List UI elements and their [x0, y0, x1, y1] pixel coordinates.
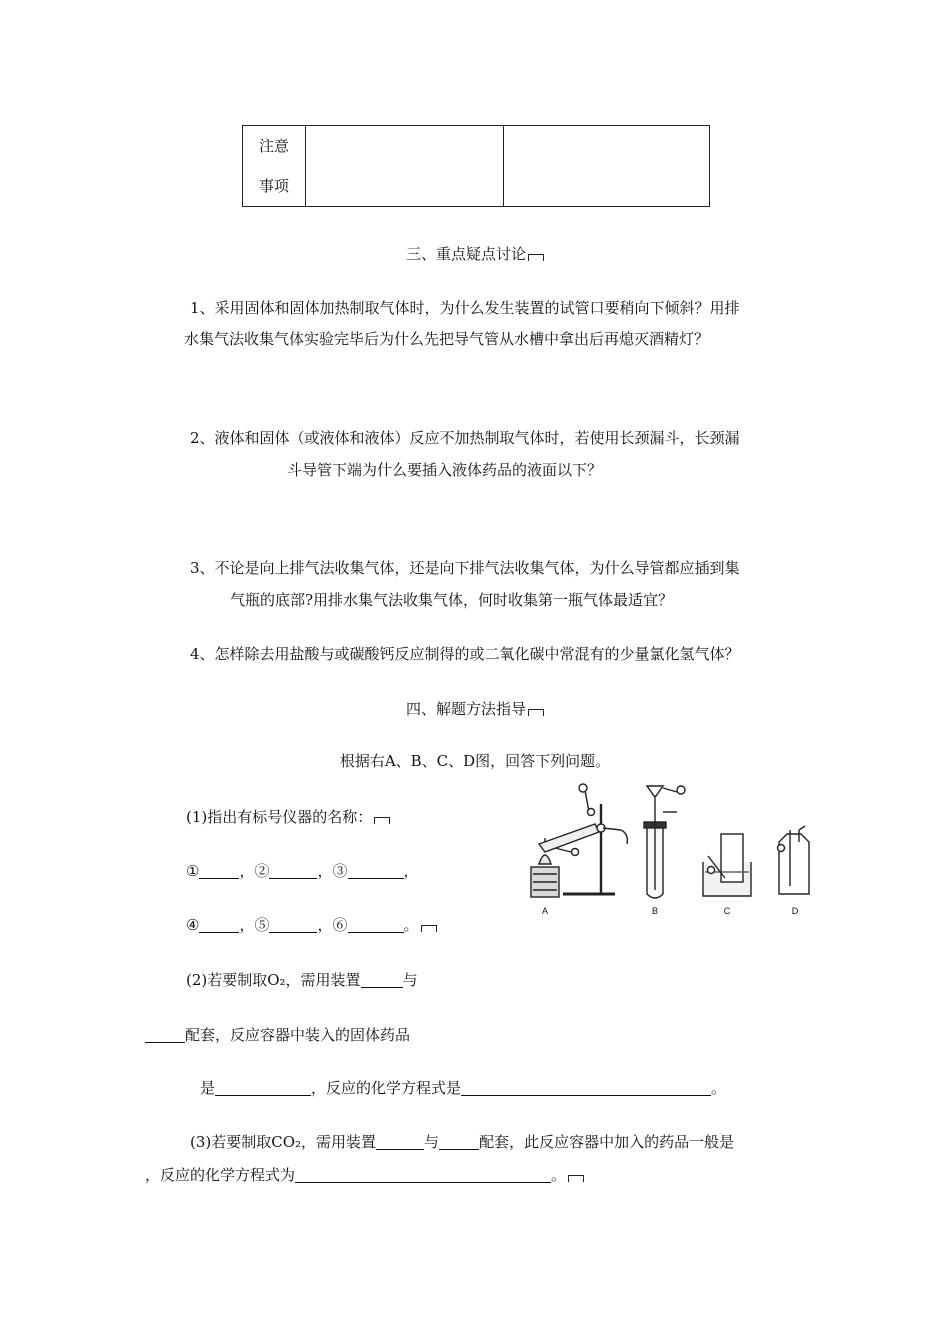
edit-mark-icon [421, 925, 437, 932]
blank-o2-device2[interactable] [145, 1027, 185, 1043]
section4-intro: 根据右A、B、C、D图，回答下列问题。 [339, 752, 611, 770]
blank-co2-device2[interactable] [439, 1134, 479, 1150]
apparatus-b [644, 786, 685, 898]
label-d: D [791, 906, 799, 916]
blank-o2-reagent[interactable] [215, 1080, 311, 1096]
p1-text: (1)指出有标号仪器的名称： [186, 808, 373, 826]
blank-o2-equation[interactable] [461, 1080, 711, 1096]
edit-mark-icon [374, 817, 390, 824]
p1 [186, 806, 390, 827]
section3-heading-text: 三、重点疑点讨论 [405, 245, 526, 263]
blank-o2-device1[interactable] [361, 972, 403, 988]
num-3: ③ [332, 862, 348, 880]
section4-heading-text: 四、解题方法指导 [405, 700, 526, 718]
section3-heading [0, 243, 950, 264]
apparatus-c [703, 834, 751, 896]
notes-label-cell [243, 126, 306, 207]
blanks-row1: ① ，② ，③ ， [186, 862, 419, 880]
blank-4[interactable] [199, 917, 239, 933]
num-2: ② [254, 862, 270, 880]
num-1: ① [186, 862, 200, 880]
blank-co2-device1[interactable] [376, 1134, 424, 1150]
apparatus-figure [525, 782, 817, 920]
label-b: B [651, 906, 659, 916]
q2-line2: 斗导管下端为什么要插入液体药品的液面以下？ [287, 461, 603, 479]
blank-5[interactable] [269, 917, 317, 933]
p3-line1: (3)若要制取CO₂，需用装置 与 配套，此反应容器中加入的药品一般是 [190, 1133, 735, 1151]
blank-6[interactable] [348, 917, 404, 933]
num-4: ④ [186, 916, 200, 934]
blank-co2-equation[interactable] [295, 1167, 551, 1183]
label-c: C [723, 906, 731, 916]
q1-line1: 1、采用固体和固体加热制取气体时，为什么发生装置的试管口要稍向下倾斜？用排 [190, 299, 740, 317]
blank-3[interactable] [348, 863, 404, 879]
p3-line2: ，反应的化学方程式为 。 [145, 1164, 584, 1185]
q1-line2: 水集气法收集气体实验完毕后为什么先把导气管从水槽中拿出后再熄灭酒精灯？ [184, 330, 710, 348]
p2-line3: 是 ，反应的化学方程式是 。 [200, 1079, 727, 1097]
apparatus-a [531, 784, 627, 897]
notes-cell-right [504, 126, 710, 207]
num-6: ⑥ [332, 916, 348, 934]
num-5: ⑤ [254, 916, 270, 934]
notes-cell-middle [306, 126, 504, 207]
edit-mark-icon [528, 254, 544, 261]
q3-line1: 3、不论是向上排气法收集气体，还是向下排气法收集气体，为什么导管都应插到集 [190, 559, 740, 577]
blanks-row2: ④ ，⑤ ，⑥ 。 [186, 914, 437, 935]
section4-heading [0, 698, 950, 719]
apparatus-d [778, 826, 810, 894]
notes-label-line1: 注意 [258, 137, 289, 155]
q3-line2: 气瓶的底部?用排水集气法收集气体，何时收集第一瓶气体最适宜？ [230, 591, 674, 609]
notes-label-line2: 事项 [258, 177, 289, 195]
label-a: A [541, 906, 549, 916]
p2-line1: (2)若要制取O₂，需用装置 与 [186, 971, 418, 989]
edit-mark-icon [528, 709, 544, 716]
notes-table [242, 125, 710, 207]
q2-line1: 2、液体和固体（或液体和液体）反应不加热制取气体时，若使用长颈漏斗，长颈漏 [190, 429, 740, 447]
edit-mark-icon [568, 1175, 584, 1182]
q4: 4、怎样除去用盐酸与或碳酸钙反应制得的或二氧化碳中常混有的少量氯化氢气体？ [190, 645, 740, 663]
blank-1[interactable] [199, 863, 239, 879]
p2-line2: 配套，反应容器中装入的固体药品 [145, 1024, 410, 1045]
blank-2[interactable] [269, 863, 317, 879]
